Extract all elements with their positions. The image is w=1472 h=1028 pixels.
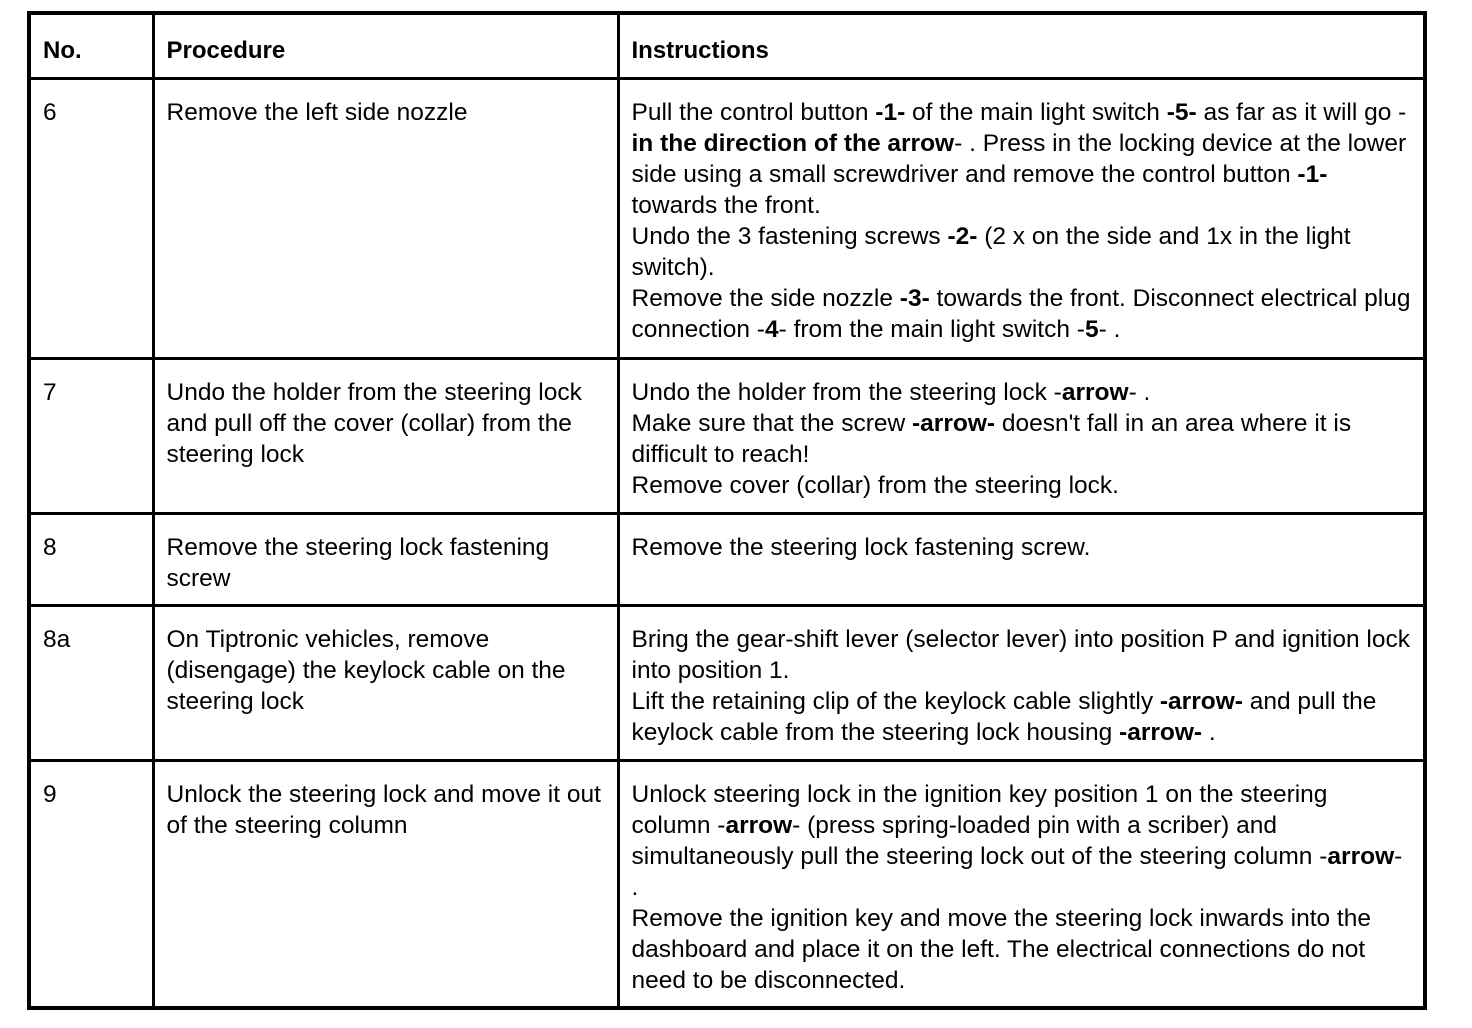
step-number: 9 xyxy=(29,760,153,1008)
instructions-cell xyxy=(618,358,1425,513)
step-number: 7 xyxy=(29,358,153,513)
instruction-paragraph xyxy=(632,408,1414,470)
header-procedure: Procedure xyxy=(153,13,618,78)
instruction-bold-text: -3- xyxy=(899,284,930,312)
instruction-text: doesn't fall in an area where it is difficult to reach! xyxy=(631,409,1352,468)
instruction-text: - (press spring-loaded pin with a scriber) and simultaneously pull the steering lock out of the steering column - xyxy=(631,811,1328,870)
instruction-bold-text: -2- xyxy=(947,222,978,250)
instructions-cell xyxy=(618,605,1425,760)
instruction-bold-text: 4 xyxy=(764,315,779,343)
instruction-text: Bring the gear-shift lever (selector lever) into position P and ignition lock into position 1. xyxy=(631,625,1410,684)
instruction-text: Unlock steering lock in the ignition key position 1 on the steering column - xyxy=(631,780,1328,839)
procedure-table xyxy=(27,11,1427,1010)
instruction-paragraph xyxy=(632,532,1414,563)
instruction-paragraph xyxy=(632,903,1414,996)
instruction-paragraph xyxy=(632,97,1414,221)
instruction-bold-text: -5- xyxy=(1166,98,1197,126)
instruction-bold-text: -1- xyxy=(875,98,906,126)
instruction-bold-text: arrow xyxy=(1061,378,1129,406)
instruction-text: towards the front. xyxy=(631,191,821,219)
procedure-cell: Remove the steering lock fastening screw xyxy=(153,513,618,605)
instruction-text: towards the front. Disconnect electrical plug connection - xyxy=(631,284,1411,343)
instruction-text: (2 x on the side and 1x in the light switch). xyxy=(631,222,1351,281)
instruction-text: - . xyxy=(1098,315,1121,343)
instruction-text: and pull the keylock cable from the steering lock housing xyxy=(631,687,1377,746)
procedure-cell: On Tiptronic vehicles, remove (disengage) the keylock cable on the steering lock xyxy=(153,605,618,760)
instruction-text: - . xyxy=(631,842,1403,901)
instruction-text: - . Press in the locking device at the lower side using a small screwdriver and remove the control button xyxy=(631,129,1407,188)
instruction-bold-text: -1- xyxy=(1297,160,1328,188)
instruction-text: Undo the holder from the steering lock - xyxy=(631,378,1062,406)
instruction-text: Remove cover (collar) from the steering lock. xyxy=(631,471,1119,499)
procedure-cell: Unlock the steering lock and move it out of the steering column xyxy=(153,760,618,1008)
procedure-cell: Undo the holder from the steering lock and pull off the cover (collar) from the steering lock xyxy=(153,358,618,513)
instruction-text: Pull the control button xyxy=(631,98,876,126)
instruction-bold-text: -arrow- xyxy=(1119,718,1203,746)
header-no: No. xyxy=(29,13,153,78)
instruction-text: Undo the 3 fastening screws xyxy=(631,222,948,250)
instruction-text: Make sure that the screw xyxy=(631,409,913,437)
instruction-text: Lift the retaining clip of the keylock cable slightly xyxy=(631,687,1160,715)
instruction-bold-text: in the direction of the arrow xyxy=(631,129,955,157)
instruction-paragraph xyxy=(632,624,1414,686)
instruction-bold-text: -arrow- xyxy=(1159,687,1243,715)
header-instructions: Instructions xyxy=(618,13,1425,78)
instructions-cell xyxy=(618,513,1425,605)
instruction-paragraph xyxy=(632,686,1414,748)
instruction-paragraph xyxy=(632,283,1414,345)
instruction-text: Remove the ignition key and move the steering lock inwards into the dashboard and place it on the left. The electrical connections do not need to be disconnected. xyxy=(631,904,1371,994)
table-row xyxy=(29,513,1425,605)
step-number: 8 xyxy=(29,513,153,605)
instruction-text: - . xyxy=(1128,378,1151,406)
table-row xyxy=(29,78,1425,358)
instruction-paragraph xyxy=(632,779,1414,903)
instruction-text: Remove the side nozzle xyxy=(631,284,900,312)
instruction-bold-text: -arrow- xyxy=(912,409,996,437)
step-number: 8a xyxy=(29,605,153,760)
table-header-row xyxy=(29,13,1425,78)
table-row xyxy=(29,358,1425,513)
instruction-bold-text: arrow xyxy=(725,811,793,839)
instructions-cell xyxy=(618,760,1425,1008)
table-row xyxy=(29,605,1425,760)
table-row xyxy=(29,760,1425,1008)
instruction-text: . xyxy=(1202,718,1216,746)
instruction-bold-text: 5 xyxy=(1084,315,1099,343)
instruction-paragraph xyxy=(632,470,1414,501)
instruction-text: Remove the steering lock fastening screw. xyxy=(631,533,1091,561)
instruction-paragraph xyxy=(632,377,1414,408)
instruction-text: - from the main light switch - xyxy=(778,315,1085,343)
instruction-text: of the main light switch xyxy=(905,98,1167,126)
step-number: 6 xyxy=(29,78,153,358)
procedure-cell: Remove the left side nozzle xyxy=(153,78,618,358)
instruction-bold-text: arrow xyxy=(1327,842,1395,870)
instruction-paragraph xyxy=(632,221,1414,283)
instruction-text: as far as it will go - xyxy=(1196,98,1407,126)
instructions-cell xyxy=(618,78,1425,358)
